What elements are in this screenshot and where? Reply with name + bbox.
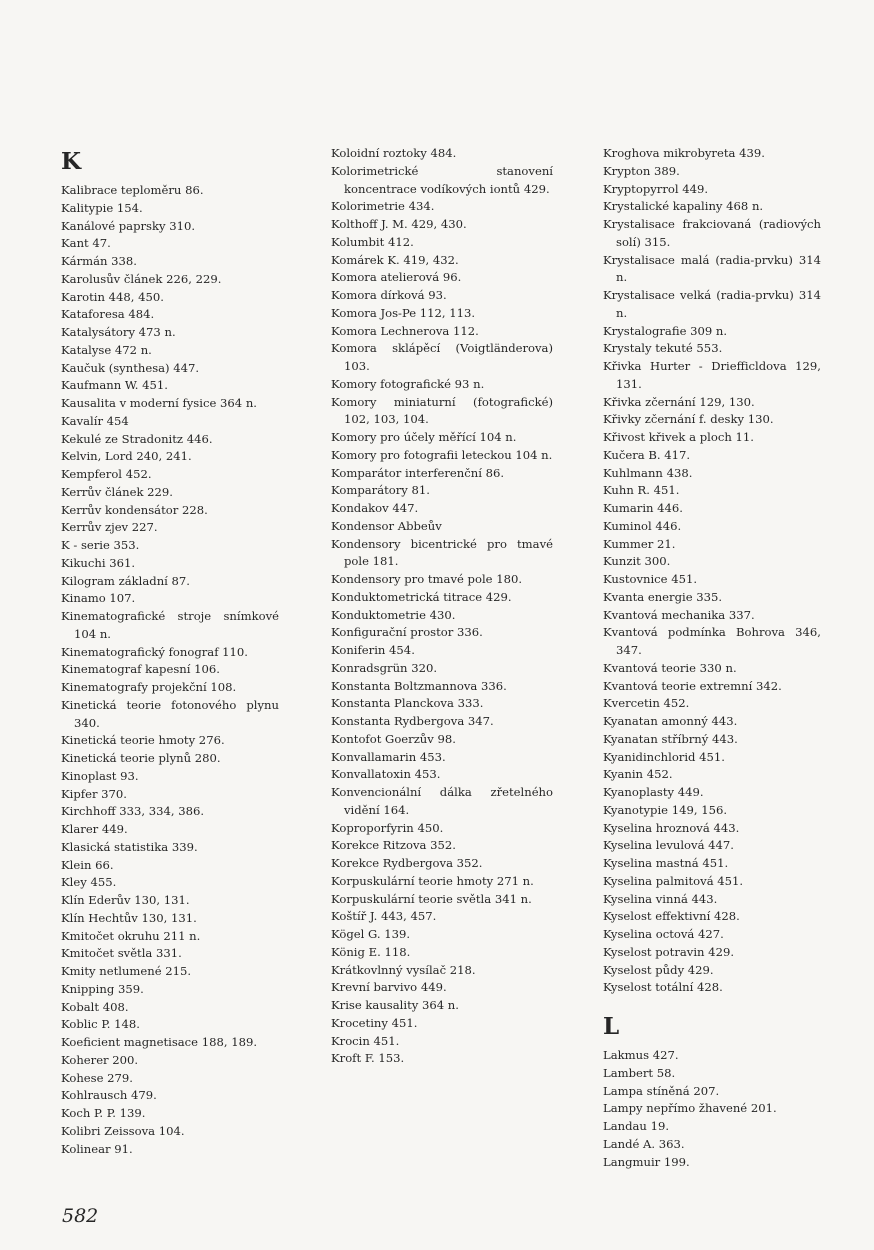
index-entry: Kolinear 91. bbox=[61, 1141, 133, 1156]
index-entry: Kármán 338. bbox=[61, 254, 137, 268]
index-entry: Křivka zčernání 129, 130. bbox=[603, 394, 755, 409]
index-entry: Kmitočet okruhu 211 n. bbox=[61, 928, 201, 943]
index-entry: Komparátory 81. bbox=[331, 483, 430, 498]
index-entry: Lampy nepřímo žhavené 201. bbox=[603, 1101, 777, 1116]
index-entry: Kögel G. 139. bbox=[331, 927, 411, 941]
index-entry: Korekce Rydbergova 352. bbox=[331, 856, 483, 870]
index-entry: Kvanta energie 335. bbox=[603, 589, 723, 604]
index-entry: Kyanotypie 149, 156. bbox=[603, 802, 728, 817]
index-entry: Konstanta Planckova 333. bbox=[331, 696, 484, 711]
index-entry: Krystalografie 309 n. bbox=[603, 323, 728, 338]
index-entry: Kmitočet světla 331. bbox=[61, 946, 182, 961]
index-entry: Kuhlmann 438. bbox=[603, 465, 693, 480]
index-entry: Kolorimetrie 434. bbox=[331, 199, 435, 214]
index-entry: Kyselina vinná 443. bbox=[603, 891, 718, 906]
index-entry: Lakmus 427. bbox=[603, 1048, 679, 1062]
index-entry: Klasická statistika 339. bbox=[61, 839, 198, 854]
index-entry: Kuhn R. 451. bbox=[603, 483, 680, 498]
index-entry: Kyselina mastná 451. bbox=[603, 856, 729, 870]
index-entry: Korpuskulární teorie hmoty 271 n. bbox=[331, 873, 534, 888]
index-entry: Krystaly tekuté 553. bbox=[603, 341, 723, 356]
index-entry: Křivka Hurter - Driefficldova 129, 131. bbox=[603, 359, 821, 391]
index-entry: Kolorimetrické stanovení koncentrace vodíkových iontů 429. bbox=[331, 163, 553, 196]
index-entry: Lampa stíněná 207. bbox=[603, 1083, 720, 1098]
index-entry: Kinematograf kapesní 106. bbox=[61, 662, 220, 677]
index-entry: Konstanta Boltzmannova 336. bbox=[331, 678, 507, 693]
index-entry: Kondakov 447. bbox=[331, 501, 419, 515]
index-entry: Kvantová mechanika 337. bbox=[603, 607, 755, 622]
index-entry: Kipfer 370. bbox=[61, 786, 127, 801]
index-entry: Koeficient magnetisace 188, 189. bbox=[61, 1035, 258, 1049]
section-letter: K bbox=[61, 148, 81, 175]
index-entry: Krystalisace malá (radia-prvku) 314 n. bbox=[603, 252, 821, 285]
index-entry: Kant 47. bbox=[61, 236, 111, 251]
index-entry: Kyanin 452. bbox=[603, 767, 673, 782]
index-entry: Kummer 21. bbox=[603, 536, 676, 551]
index-entry: Klein 66. bbox=[61, 857, 114, 872]
index-entry: Klarer 449. bbox=[61, 822, 128, 836]
index-entry: Kinematografické stroje snímkové 104 n. bbox=[61, 609, 279, 641]
index-entry: Kalibrace teploměru 86. bbox=[61, 183, 204, 197]
index-entry: Krystalisace frakciovaná (radiových solí) 315. bbox=[603, 217, 821, 249]
index-entry: Kolumbit 412. bbox=[331, 234, 414, 249]
index-entry: Kinetická teorie fotonového plynu 340. bbox=[61, 697, 279, 730]
index-entry: Kustovnice 451. bbox=[603, 572, 698, 586]
page-number: 582 bbox=[62, 1205, 99, 1227]
index-column-1 bbox=[61, 148, 279, 1158]
index-entry: Komora atelierová 96. bbox=[331, 270, 462, 285]
index-entry: Konstanta Rydbergova 347. bbox=[331, 714, 494, 728]
index-entry: Lambert 58. bbox=[603, 1065, 676, 1080]
index-entry: Kataforesa 484. bbox=[61, 307, 155, 322]
index-entry: Kerrův kondensátor 228. bbox=[61, 502, 208, 517]
index-entry: Krise kausality 364 n. bbox=[331, 998, 459, 1012]
index-entry: Karotin 448, 450. bbox=[61, 289, 164, 304]
index-entry: Konvencionální dálka zřetelného vidění 164. bbox=[331, 785, 553, 817]
index-entry: Kaufmann W. 451. bbox=[61, 378, 168, 393]
index-entry: Konvallamarin 453. bbox=[331, 749, 446, 764]
index-entry: Komora Lechnerova 112. bbox=[331, 323, 479, 338]
index-entry: Konvallatoxin 453. bbox=[331, 767, 441, 782]
index-entry: Kyselost totální 428. bbox=[603, 980, 723, 995]
index-entry: Kyselost potravin 429. bbox=[603, 944, 735, 959]
index-entry: Kyanatan stříbrný 443. bbox=[603, 731, 738, 746]
index-entry: Katalyse 472 n. bbox=[61, 342, 152, 357]
index-entry: Kerrův článek 229. bbox=[61, 484, 173, 499]
index-entry: Kavalír 454 bbox=[61, 413, 129, 428]
index-entry: Kley 455. bbox=[61, 875, 117, 890]
index-entry: König E. 118. bbox=[331, 944, 411, 959]
index-entry: Konfigurační prostor 336. bbox=[331, 625, 483, 640]
index-entry: Kvantová podmínka Bohrova 346, 347. bbox=[603, 625, 821, 657]
index-entry: Klín Ederův 130, 131. bbox=[61, 893, 190, 907]
index-entry: Kausalita v moderní fysice 364 n. bbox=[61, 396, 257, 410]
index-entry: Kyselina hroznová 443. bbox=[603, 820, 740, 835]
index-entry: Klín Hechtův 130, 131. bbox=[61, 910, 197, 925]
index-entry: Kondensory bicentrické pro tmavé pole 181. bbox=[331, 536, 553, 569]
index-entry: Koštíř J. 443, 457. bbox=[331, 909, 437, 924]
index-entry: Konduktometrická titrace 429. bbox=[331, 589, 512, 604]
index-entry: Knipping 359. bbox=[61, 981, 144, 996]
index-entry: Krocin 451. bbox=[331, 1033, 400, 1048]
index-entry: Kaučuk (synthesa) 447. bbox=[61, 360, 200, 375]
index-entry: Kekulé ze Stradonitz 446. bbox=[61, 431, 213, 446]
index-entry: Kmity netlumené 215. bbox=[61, 964, 192, 978]
index-entry: Křivky zčernání f. desky 130. bbox=[603, 412, 774, 427]
index-column-2 bbox=[331, 145, 553, 1068]
index-entry: Koniferin 454. bbox=[331, 643, 415, 657]
index-entry: Kinematografický fonograf 110. bbox=[61, 644, 248, 659]
index-entry: Kyanoplasty 449. bbox=[603, 785, 704, 799]
index-entry: Kryptopyrrol 449. bbox=[603, 181, 709, 196]
index-entry: Kilogram základní 87. bbox=[61, 573, 190, 588]
index-entry: Koch P. P. 139. bbox=[61, 1106, 146, 1120]
index-entry: Kolthoff J. M. 429, 430. bbox=[331, 217, 467, 231]
index-entry: Kontofot Goerzův 98. bbox=[331, 731, 456, 746]
index-entry: Korekce Ritzova 352. bbox=[331, 838, 456, 853]
index-entry: Kinetická teorie hmoty 276. bbox=[61, 733, 225, 748]
index-entry: Katalysátory 473 n. bbox=[61, 325, 176, 339]
index-entry: Kvantová teorie extremní 342. bbox=[603, 678, 782, 693]
index-entry: Komory pro účely měřící 104 n. bbox=[331, 430, 517, 444]
index-entry: Kunzit 300. bbox=[603, 554, 671, 569]
index-entry: Kuminol 446. bbox=[603, 518, 682, 533]
index-entry: Koproporfyrin 450. bbox=[331, 820, 444, 835]
index-entry: Koherer 200. bbox=[61, 1052, 139, 1067]
index-entry: Kalitypie 154. bbox=[61, 200, 143, 215]
index-entry: Kumarin 446. bbox=[603, 501, 683, 515]
index-entry: Krystalické kapaliny 468 n. bbox=[603, 199, 764, 214]
index-entry: Kondensory pro tmavé pole 180. bbox=[331, 572, 523, 586]
section-letter: L bbox=[603, 1013, 620, 1040]
index-entry: Kempferol 452. bbox=[61, 467, 152, 481]
index-entry: Kinematografy projekční 108. bbox=[61, 680, 237, 694]
index-entry: Konduktometrie 430. bbox=[331, 607, 456, 622]
index-entry: Kolibri Zeissova 104. bbox=[61, 1123, 185, 1138]
index-entry: Kanálové paprsky 310. bbox=[61, 218, 196, 233]
index-entry: Kyselina palmitová 451. bbox=[603, 873, 744, 888]
index-entry: Kyanidinchlorid 451. bbox=[603, 749, 725, 764]
index-entry: Komora Jos-Pe 112, 113. bbox=[331, 305, 476, 320]
index-entry: Kvercetin 452. bbox=[603, 696, 690, 711]
index-entry: Kyanatan amonný 443. bbox=[603, 714, 738, 728]
index-entry: Komora sklápěcí (Voigtländerova) 103. bbox=[331, 341, 553, 373]
index-entry: Krocetiny 451. bbox=[331, 1015, 418, 1030]
index-column-3 bbox=[603, 145, 821, 1171]
index-entry: Krypton 389. bbox=[603, 163, 680, 178]
index-entry: Komparátor interferenční 86. bbox=[331, 465, 505, 480]
index-entry: Kvantová teorie 330 n. bbox=[603, 660, 737, 675]
index-entry: Kroft F. 153. bbox=[331, 1051, 405, 1066]
index-entry: Krevní barvivo 449. bbox=[331, 980, 447, 995]
index-entry: Kyselina octová 427. bbox=[603, 927, 724, 941]
index-entry: Korpuskulární teorie světla 341 n. bbox=[331, 891, 532, 906]
index-entry: Kondensor Abbeův bbox=[331, 518, 442, 533]
index-entry: Kinamo 107. bbox=[61, 591, 136, 606]
index-entry: Komory fotografické 93 n. bbox=[331, 376, 485, 391]
index-entry: Kohese 279. bbox=[61, 1070, 133, 1085]
index-entry: Kinetická teorie plynů 280. bbox=[61, 751, 221, 765]
index-entry: Landau 19. bbox=[603, 1119, 670, 1133]
index-entry: Křivost křivek a ploch 11. bbox=[603, 430, 754, 444]
index-entry: Krystalisace velká (radia-prvku) 314 n. bbox=[603, 288, 821, 320]
index-entry: Kučera B. 417. bbox=[603, 447, 691, 462]
index-entry: Kroghova mikrobyreta 439. bbox=[603, 146, 765, 160]
index-entry: Landé A. 363. bbox=[603, 1136, 685, 1151]
index-entry: Konradsgrün 320. bbox=[331, 660, 438, 675]
index-entry: Komory miniaturní (fotografické) 102, 103, 104. bbox=[331, 394, 553, 427]
index-entry: Komárek K. 419, 432. bbox=[331, 252, 459, 267]
index-entry: Kelvin, Lord 240, 241. bbox=[61, 449, 192, 464]
index-entry: Kyselost půdy 429. bbox=[603, 962, 714, 977]
index-entry: Langmuir 199. bbox=[603, 1154, 690, 1169]
index-entry: Krátkovlnný vysílač 218. bbox=[331, 962, 476, 977]
index-entry: K - serie 353. bbox=[61, 538, 140, 552]
index-entry: Kirchhoff 333, 334, 386. bbox=[61, 804, 205, 819]
index-entry: Kinoplast 93. bbox=[61, 768, 139, 783]
index-entry: Kikuchi 361. bbox=[61, 555, 136, 570]
index-entry: Koloidní roztoky 484. bbox=[331, 146, 457, 160]
index-entry: Kohlrausch 479. bbox=[61, 1088, 157, 1103]
index-entry: Kyselina levulová 447. bbox=[603, 838, 734, 853]
index-entry: Kobalt 408. bbox=[61, 999, 129, 1014]
index-entry: Karolusův článek 226, 229. bbox=[61, 271, 222, 286]
index-entry: Koblic P. 148. bbox=[61, 1017, 140, 1032]
index-entry: Kyselost effektivní 428. bbox=[603, 909, 740, 924]
index-entry: Komora dírková 93. bbox=[331, 288, 447, 302]
index-entry: Komory pro fotografii leteckou 104 n. bbox=[331, 447, 553, 462]
index-entry: Kerrův zjev 227. bbox=[61, 520, 158, 535]
